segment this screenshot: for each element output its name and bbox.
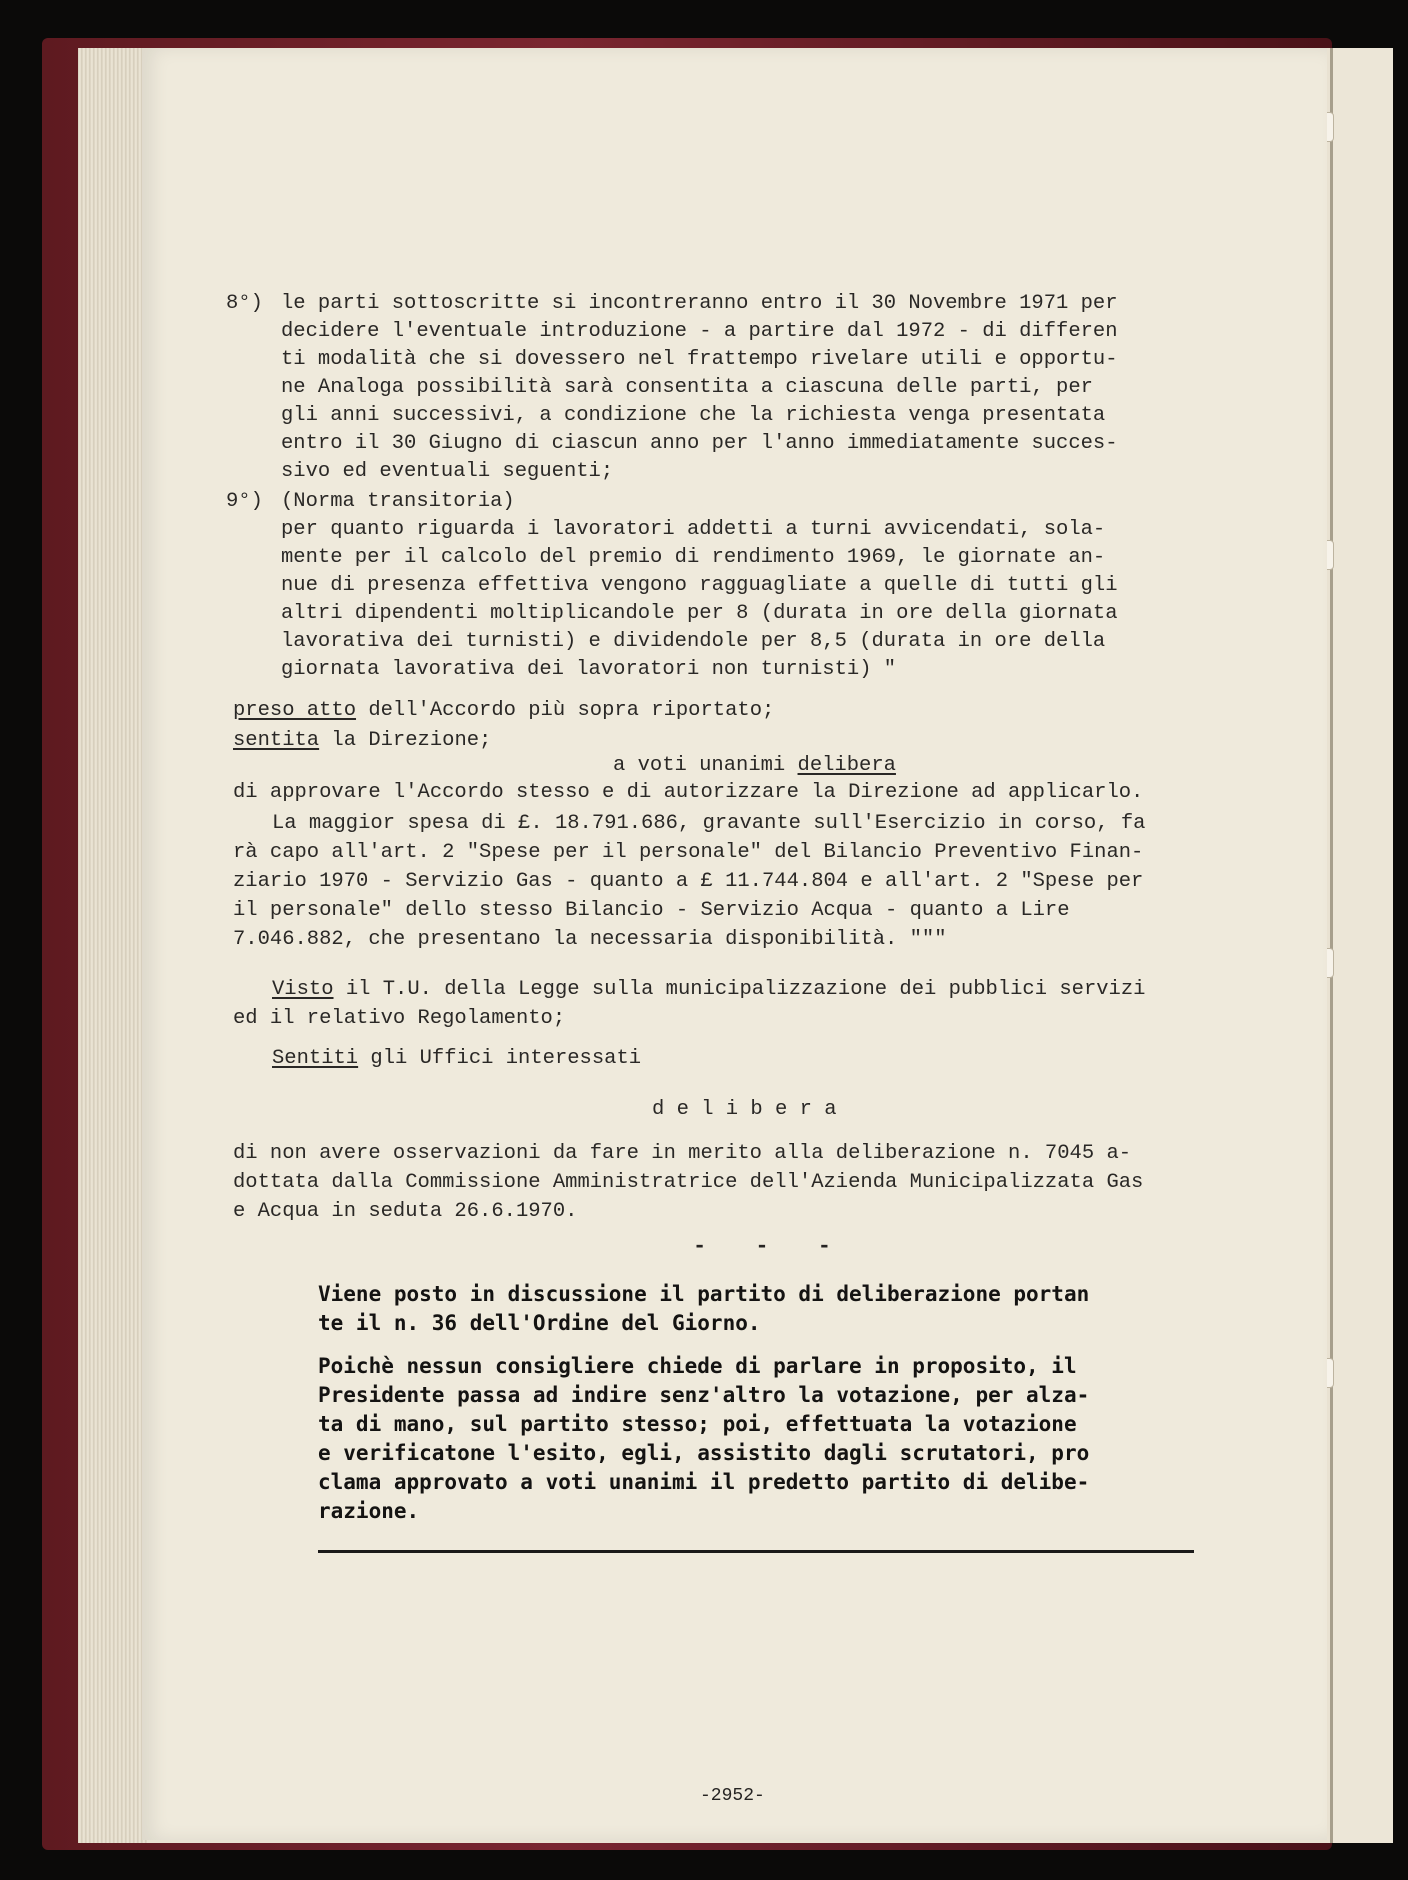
preso-atto-text: dell'Accordo più sopra riportato; <box>356 699 775 722</box>
item-9-line: giornata lavorativa dei lavoratori non turnisti) " <box>281 658 897 681</box>
bold-paragraph-line: clama approvato a voti unanimi il predetto partito di delibe- <box>318 1470 1090 1494</box>
visto-keyword: Visto <box>272 978 334 1001</box>
visto-line-2: ed il relativo Regolamento; <box>233 1007 566 1030</box>
item-8-line: decidere l'eventuale introduzione - a partire dal 1972 - di differen <box>281 320 1118 343</box>
delibera-heading: d e l i b e r a <box>652 1098 837 1121</box>
bold-paragraph-line: razione. <box>318 1499 420 1523</box>
sentiti-text: gli Uffici interessati <box>358 1047 642 1070</box>
item-8-line: gli anni successivi, a condizione che la richiesta venga presentata <box>281 404 1106 427</box>
spesa-line: rà capo all'art. 2 "Spese per il personale" del Bilancio Preventivo Finan- <box>233 841 1144 864</box>
sentita-text: la Direzione; <box>319 729 492 752</box>
decision-line: e Acqua in seduta 26.6.1970. <box>233 1200 578 1223</box>
facing-page-edge <box>1330 48 1393 1843</box>
item-8-marker: 8°) <box>226 292 263 315</box>
item-9-line: lavorativa dei turnisti) e dividendole per 8,5 (durata in ore della <box>281 630 1106 653</box>
bold-paragraph-line: e verificatone l'esito, egli, assistito dagli scrutatori, pro <box>318 1441 1090 1465</box>
item-8-line: ti modalità che si dovessero nel frattempo rivelare utili e opportu- <box>281 348 1118 371</box>
item-9-line: altri dipendenti moltiplicandole per 8 (durata in ore della giornata <box>281 602 1118 625</box>
decision-line: di non avere osservazioni da fare in merito alla deliberazione n. 7045 a- <box>233 1142 1132 1165</box>
item-8-line: le parti sottoscritte si incontreranno entro il 30 Novembre 1971 per <box>281 292 1118 315</box>
closing-rule <box>318 1550 1194 1553</box>
visto-text: il T.U. della Legge sulla municipalizzazione dei pubblici servizi <box>333 978 1146 1001</box>
item-8-line: entro il 30 Giugno di ciascun anno per l'anno immediatamente succes- <box>281 432 1118 455</box>
bold-paragraph-line: Poichè nessun consigliere chiede di parlare in proposito, il <box>318 1354 1077 1378</box>
decision-line: dottata dalla Commissione Amministratrice dell'Azienda Municipalizzata Gas <box>233 1171 1144 1194</box>
sentiti-line <box>272 1045 641 1073</box>
section-separator: - - - <box>693 1234 850 1259</box>
preso-atto-line <box>233 697 774 725</box>
item-9-line: nue di presenza effettiva vengono ragguagliate a quelle di tutti gli <box>281 574 1118 597</box>
page-edges <box>78 48 148 1843</box>
item-9-marker: 9°) <box>226 490 263 513</box>
item-8-line: sivo ed eventuali seguenti; <box>281 460 614 483</box>
spesa-line: ziario 1970 - Servizio Gas - quanto a £ 11.744.804 e all'art. 2 "Spese per <box>233 870 1144 893</box>
spesa-line: 7.046.882, che presentano la necessaria disponibilità. """ <box>233 928 947 951</box>
sentita-line <box>233 727 491 755</box>
visto-line <box>272 976 1145 1004</box>
sentiti-keyword: Sentiti <box>272 1047 359 1070</box>
item-9-heading: (Norma transitoria) <box>281 490 515 513</box>
bold-paragraph-line: te il n. 36 dell'Ordine del Giorno. <box>318 1311 761 1335</box>
sentita-keyword: sentita <box>233 729 320 752</box>
voti-unanimi-line <box>613 752 896 780</box>
spesa-line: La maggior spesa di £. 18.791.686, gravante sull'Esercizio in corso, fa <box>272 812 1146 835</box>
spesa-line: il personale" dello stesso Bilancio - Servizio Acqua - quanto a Lire <box>233 899 1070 922</box>
voti-unanimi-text: a voti unanimi <box>613 754 798 777</box>
item-8-line: ne Analoga possibilità sarà consentita a ciascuna delle parti, per <box>281 376 1093 399</box>
delibera-keyword: delibera <box>797 754 896 777</box>
preso-atto-keyword: preso atto <box>233 699 357 722</box>
bold-paragraph-line: Presidente passa ad indire senz'altro la votazione, per alza- <box>318 1383 1090 1407</box>
page-number: -2952- <box>700 1786 765 1806</box>
bold-paragraph-line: Viene posto in discussione il partito di deliberazione portan <box>318 1282 1090 1306</box>
bold-paragraph-line: ta di mano, sul partito stesso; poi, effettuata la votazione <box>318 1412 1077 1436</box>
item-9-line: per quanto riguarda i lavoratori addetti a turni avvicendati, sola- <box>281 518 1106 541</box>
item-9-line: mente per il calcolo del premio di rendimento 1969, le giornate an- <box>281 546 1106 569</box>
approvare-line: di approvare l'Accordo stesso e di autorizzare la Direzione ad applicarlo. <box>233 781 1144 804</box>
